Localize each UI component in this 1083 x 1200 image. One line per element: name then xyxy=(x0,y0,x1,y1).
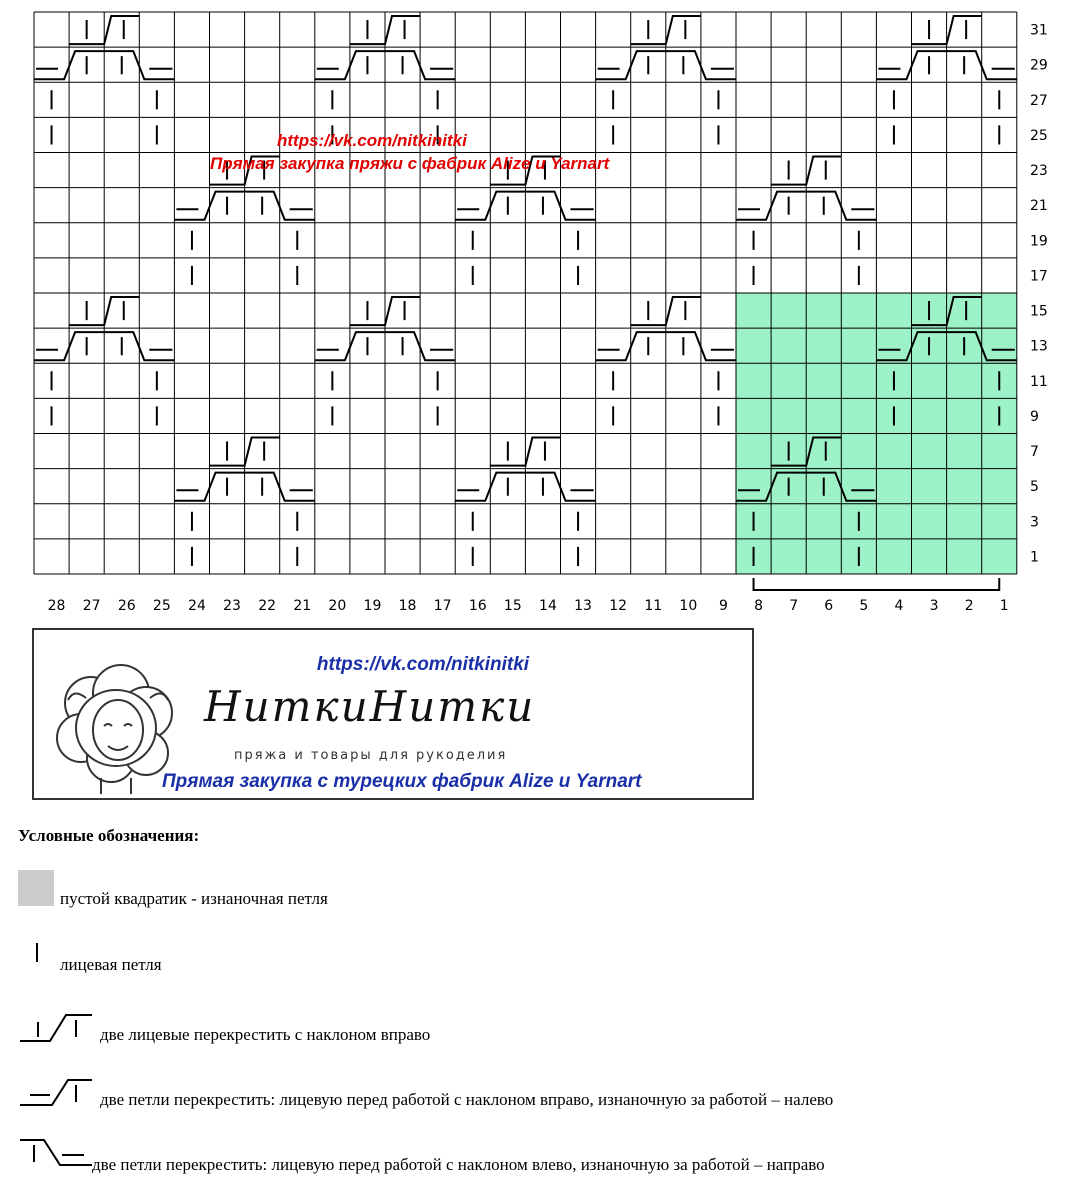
column-number: 12 xyxy=(609,598,628,614)
legend-text: лицевая петля xyxy=(60,955,162,974)
row-number: 27 xyxy=(1030,92,1048,109)
banner-brand: НиткиНитки xyxy=(204,682,536,731)
column-number: 28 xyxy=(47,598,66,614)
row-number: 29 xyxy=(1030,57,1048,74)
column-number: 16 xyxy=(468,598,487,614)
purl-knit-cross-right-icon xyxy=(18,1075,94,1109)
row-number: 21 xyxy=(1030,198,1048,215)
column-number: 3 xyxy=(929,598,939,614)
column-number: 7 xyxy=(789,598,799,614)
column-number: 11 xyxy=(644,598,663,614)
column-number: 25 xyxy=(152,598,171,614)
column-number: 17 xyxy=(433,598,452,614)
column-number: 21 xyxy=(293,598,312,614)
empty-square-icon xyxy=(18,870,54,906)
column-number: 18 xyxy=(398,598,417,614)
row-number: 5 xyxy=(1030,479,1039,496)
knit-icon xyxy=(28,940,48,966)
watermark-text: Прямая закупка пряжи с фабрик Alize и Yarnart xyxy=(210,154,610,173)
column-number: 2 xyxy=(964,598,974,614)
shop-banner xyxy=(32,628,754,800)
row-number: 7 xyxy=(1030,444,1039,461)
banner-url: https://vk.com/nitkinitki xyxy=(316,654,530,675)
watermark-url: https://vk.com/nitkinitki xyxy=(277,131,467,150)
row-number: 11 xyxy=(1030,373,1048,390)
column-number: 26 xyxy=(117,598,136,614)
column-number: 6 xyxy=(824,598,834,614)
column-number: 8 xyxy=(754,598,764,614)
column-number: 27 xyxy=(82,598,101,614)
column-number: 24 xyxy=(188,598,206,614)
row-number: 3 xyxy=(1030,514,1039,531)
column-number: 15 xyxy=(503,598,522,614)
column-number: 14 xyxy=(539,598,557,614)
row-number: 13 xyxy=(1030,338,1048,355)
legend-text: две петли перекрестить: лицевую перед работой с наклоном вправо, изнаночную за работой – налево xyxy=(100,1090,834,1109)
row-number: 15 xyxy=(1030,303,1048,320)
column-number: 20 xyxy=(328,598,347,614)
column-number: 5 xyxy=(859,598,869,614)
repeat-bracket xyxy=(754,578,1000,590)
legend-text: две лицевые перекрестить с наклоном вправо xyxy=(100,1025,431,1044)
row-number: 25 xyxy=(1030,127,1048,144)
column-number: 10 xyxy=(679,598,698,614)
column-number: 1 xyxy=(999,598,1009,614)
banner-tagline: пряжа и товары для рукоделия xyxy=(234,748,508,763)
row-number: 17 xyxy=(1030,268,1048,285)
row-number: 9 xyxy=(1030,408,1039,425)
column-number: 23 xyxy=(223,598,241,614)
column-number: 19 xyxy=(363,598,382,614)
column-number: 22 xyxy=(258,598,277,614)
row-number: 23 xyxy=(1030,163,1048,180)
knit-cross-right-icon xyxy=(18,1010,94,1044)
column-number: 13 xyxy=(574,598,592,614)
column-number: 9 xyxy=(718,598,728,614)
row-number: 31 xyxy=(1030,22,1048,39)
row-number: 1 xyxy=(1030,549,1039,566)
row-number: 19 xyxy=(1030,233,1048,250)
legend-text: две петли перекрестить: лицевую перед работой с наклоном влево, изнаночную за работой – направо xyxy=(92,1155,825,1174)
column-number: 4 xyxy=(894,598,904,614)
knit-purl-cross-left-icon xyxy=(18,1135,94,1169)
legend-title: Условные обозначения: xyxy=(18,826,200,845)
banner-slogan: Прямая закупка с турецких фабрик Alize и Yarnart xyxy=(162,771,642,792)
legend-text: пустой квадратик - изнаночная петля xyxy=(60,889,328,908)
